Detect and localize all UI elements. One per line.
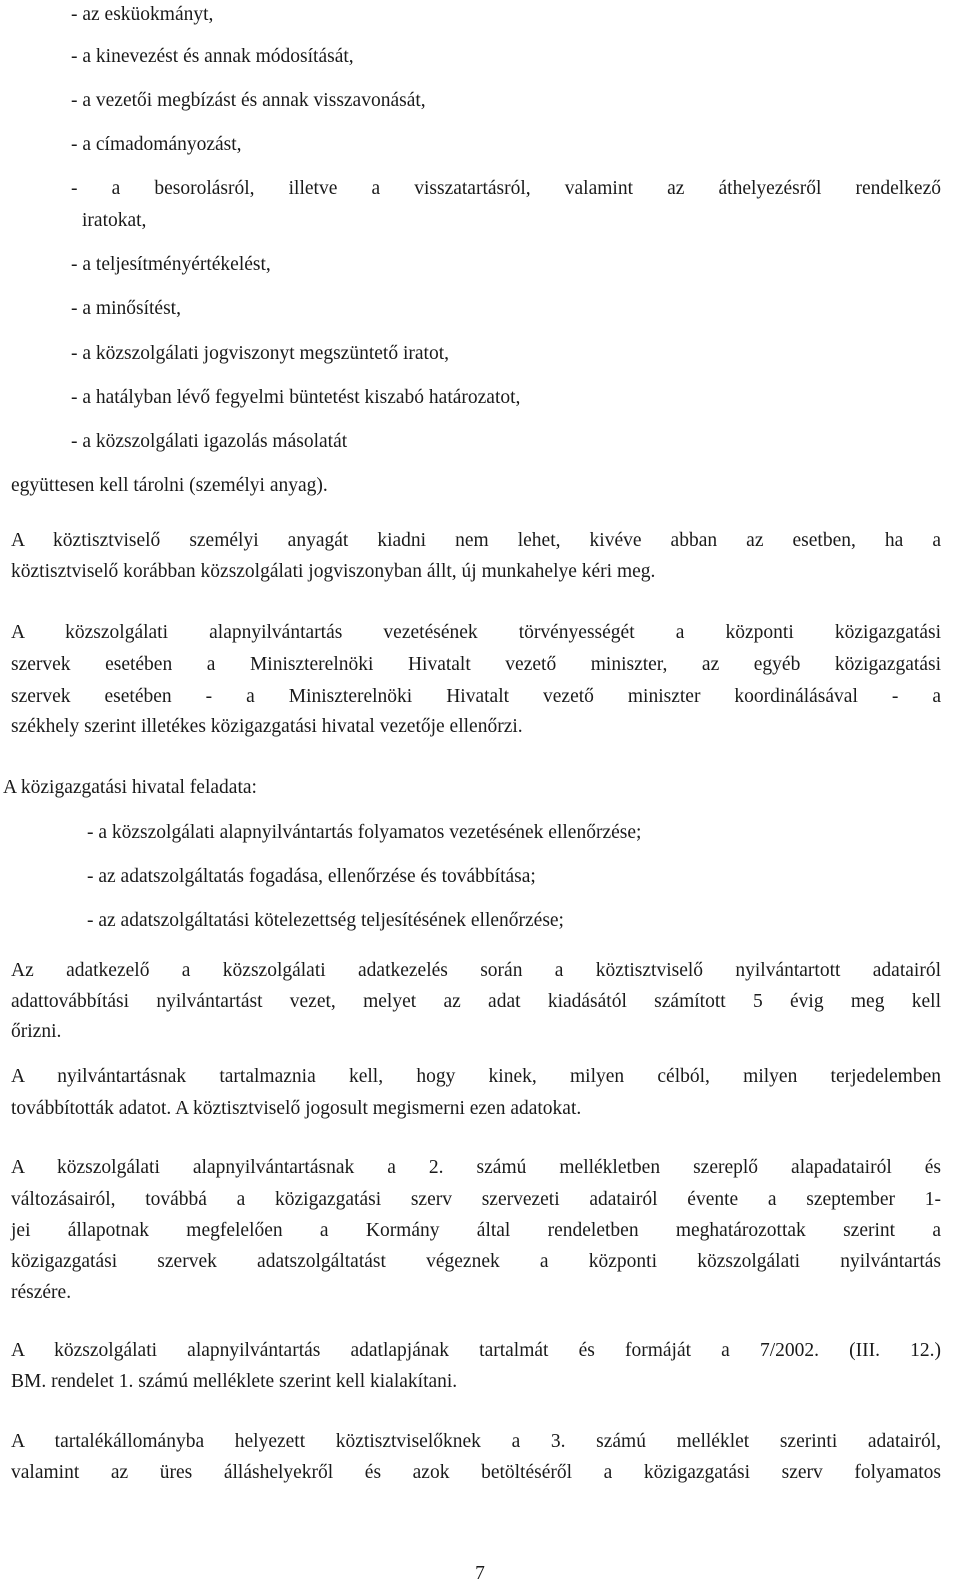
paragraph-line: székhely szerint illetékes közigazgatási hivatal vezetője ellenőrzi. (11, 716, 523, 737)
paragraph-line: A közszolgálati alapnyilvántartás adatlapjának tartalmát és formáját a 7/2002. (III. 12.) (11, 1340, 941, 1361)
list-item: - a közszolgálati igazolás másolatát (71, 431, 348, 452)
paragraph-line: köztisztviselő korábban közszolgálati jogviszonyban állt, új munkahelye kéri meg. (11, 561, 656, 582)
paragraph-line: szervek esetében a Miniszterelnöki Hivatalt vezető miniszter, az egyéb közigazgatási (11, 654, 941, 675)
paragraph-line: A közszolgálati alapnyilvántartás vezetésének törvényességét a központi közigazgatási (11, 622, 941, 643)
paragraph-line: őrizni. (11, 1021, 62, 1042)
list-item: - a címadományozást, (71, 134, 242, 155)
paragraph-line: szervek esetében - a Miniszterelnöki Hivatalt vezető miniszter koordinálásával - a (11, 686, 941, 707)
list-item: - a kinevezést és annak módosítását, (71, 46, 354, 67)
page-number: 7 (475, 1563, 485, 1584)
paragraph-line: jei állapotnak megfelelően a Kormány által rendeletben meghatározottak szerint a (11, 1220, 941, 1241)
list-item: - a teljesítményértékelést, (71, 254, 271, 275)
list-item-continuation: iratokat, (82, 210, 147, 231)
paragraph-line: valamint az üres álláshelyekről és azok betöltéséről a közigazgatási szerv folyamatos (11, 1462, 941, 1483)
paragraph-line: A közszolgálati alapnyilvántartásnak a 2. számú mellékletben szereplő alapadatairól és (11, 1157, 941, 1178)
list-item: - a hatályban lévő fegyelmi büntetést kiszabó határozatot, (71, 387, 521, 408)
paragraph-line: Az adatkezelő a közszolgálati adatkezelés során a köztisztviselő nyilvántartott adatairól (11, 960, 941, 981)
task-item: - az adatszolgáltatási kötelezettség teljesítésének ellenőrzése; (87, 910, 564, 931)
section-heading: A közigazgatási hivatal feladata: (3, 777, 257, 798)
paragraph-line: közigazgatási szervek adatszolgáltatást végeznek a központi közszolgálati nyilvántartás (11, 1251, 941, 1272)
list-item: - a vezetői megbízást és annak visszavonását, (71, 90, 426, 111)
paragraph-line: A tartalékállományba helyezett köztisztviselőknek a 3. számú melléklet szerinti adatairól, (11, 1431, 941, 1452)
task-item: - a közszolgálati alapnyilvántartás folyamatos vezetésének ellenőrzése; (87, 822, 642, 843)
list-closing-text: együttesen kell tárolni (személyi anyag). (11, 475, 328, 496)
paragraph-line: részére. (11, 1282, 72, 1303)
list-item: - az esküokmányt, (71, 4, 214, 25)
paragraph-line: A köztisztviselő személyi anyagát kiadni nem lehet, kivéve abban az esetben, ha a (11, 530, 941, 551)
task-item: - az adatszolgáltatás fogadása, ellenőrzése és továbbítása; (87, 866, 536, 887)
paragraph-line: A nyilvántartásnak tartalmaznia kell, hogy kinek, milyen célból, milyen terjedelemben (11, 1066, 941, 1087)
list-item: - a közszolgálati jogviszonyt megszüntető iratot, (71, 343, 449, 364)
paragraph-line: adattovábbítási nyilvántartást vezet, melyet az adat kiadásától számított 5 évig meg kell (11, 991, 941, 1012)
paragraph-line: továbbították adatot. A köztisztviselő jogosult megismerni ezen adatokat. (11, 1098, 582, 1119)
list-item: - a minősítést, (71, 298, 181, 319)
list-item: - a besorolásról, illetve a visszatartásról, valamint az áthelyezésről rendelkező (71, 178, 941, 199)
paragraph-line: változásairól, továbbá a közigazgatási szerv szervezeti adatairól évente a szeptember 1- (11, 1189, 941, 1210)
paragraph-line: BM. rendelet 1. számú melléklete szerint kell kialakítani. (11, 1371, 458, 1392)
